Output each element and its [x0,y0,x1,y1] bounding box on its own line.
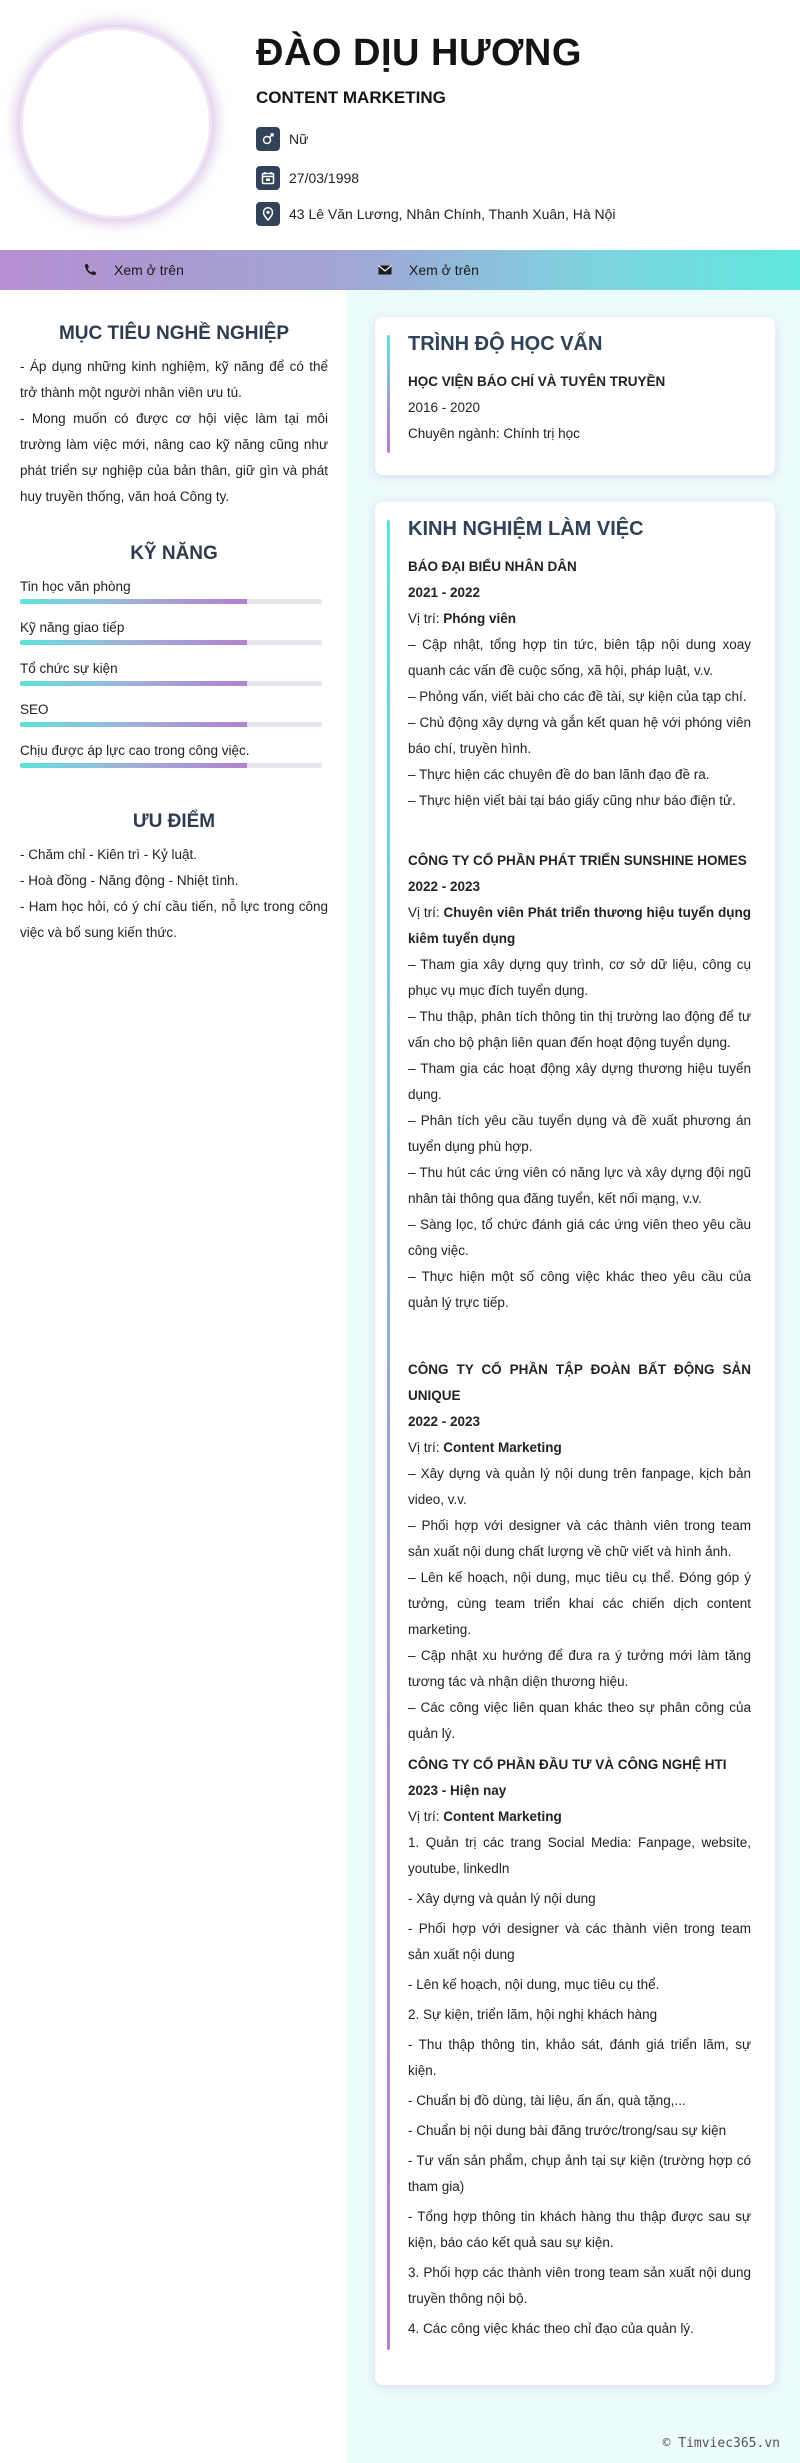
job-duty: – Tham gia xây dựng quy trình, cơ sở dữ liệu, công cụ phục vụ mục đích tuyển dụng. [408,957,751,998]
avatar-placeholder-icon [71,78,161,168]
skill-bar [20,722,322,727]
position-value: Phóng viên [443,611,517,626]
job-duty: – Thực hiện một số công việc khác theo yêu cầu của quản lý trực tiếp. [408,1269,751,1310]
address-row [256,202,616,226]
job-duty: 4. Các công việc khác theo chỉ đạo của quản lý. [408,2321,694,2336]
position-value: Content Marketing [443,1440,562,1455]
objective-line: - Áp dụng những kinh nghiệm, kỹ năng để có thể trở thành một người nhân viên ưu tú. [20,359,328,400]
job-duty: - Tư vấn sản phẩm, chụp ảnh tại sự kiện (trường hợp có tham gia) [408,2153,751,2194]
job-entry [408,848,751,1316]
company-name: BÁO ĐẠI BIỂU NHÂN DÂN [408,559,577,574]
skill-name: Tổ chức sự kiện [20,661,118,676]
skill-name: Kỹ năng giao tiếp [20,620,125,635]
job-entry [408,1752,751,2346]
job-duty: 1. Quản trị các trang Social Media: Fanpage, website, youtube, linkedln [408,1835,751,1876]
job-duty: - Thu thập thông tin, khảo sát, đánh giá triển lãm, sự kiện. [408,2037,751,2078]
position-value: Chuyên viên Phát triển thương hiệu tuyển dụng kiêm tuyển dụng [408,905,751,946]
experience-accent-line [387,520,390,2350]
address-value: 43 Lê Văn Lương, Nhân Chính, Thanh Xuân, Hà Nội [289,206,616,222]
job-duty: - Chuẩn bị nội dung bài đăng trước/trong/sau sự kiện [408,2123,727,2138]
job-duty: - Phối hợp với designer và các thành viên trong team sản xuất nội dung [408,1921,751,1962]
job-duty: 3. Phối hợp các thành viên trong team sản xuất nội dung truyền thông nội bộ. [408,2265,751,2306]
job-duty: – Phỏng vấn, viết bài cho các đề tài, sự kiện của tạp chí. [408,689,747,704]
skills-title: KỸ NĂNG [130,543,218,564]
position-prefix: Vị trí: [408,1440,444,1455]
mail-icon [377,262,393,278]
skill-bar [20,763,322,768]
job-duty: – Các công việc liên quan khác theo sự phân công của quản lý. [408,1700,751,1741]
skill-bar-fill [20,640,247,645]
calendar-icon [256,166,280,190]
skill-name: Tin học văn phòng [20,579,131,594]
job-duty: 2. Sự kiện, triển lãm, hội nghị khách hàng [408,2007,658,2022]
education-title: TRÌNH ĐỘ HỌC VẤN [408,333,603,355]
gender-icon [256,127,280,151]
company-name: CÔNG TY CỔ PHẦN TẬP ĐOÀN BẤT ĐỘNG SẢN UNIQUE [408,1362,751,1403]
birthday-value: 27/03/1998 [289,170,360,186]
job-duty: – Phân tích yêu cầu tuyển dụng và đề xuất phương án tuyển dụng phù hợp. [408,1113,751,1154]
phone-icon [82,262,98,278]
skill-item [20,743,322,768]
job-duty: – Cập nhật, tổng hợp tin tức, biên tập nội dung xoay quanh các vấn đề cuộc sống, xã hội, pháp luật, v.v. [408,637,751,678]
strengths-section [20,842,328,946]
location-icon [256,202,280,226]
job-duty: – Thu hút các ứng viên có năng lực và xây dựng đội ngũ nhân tài thông qua đăng tuyển, kết nối mạng, v.v. [408,1165,751,1206]
education-card [375,317,775,475]
job-duty: – Chủ động xây dựng và gắn kết quan hệ với phóng viên báo chí, truyền hình. [408,715,751,756]
gender-row [256,127,308,151]
position-prefix: Vị trí: [408,1809,444,1824]
strength-line: - Chăm chỉ - Kiên trì - Kỷ luật. [20,847,198,862]
email-contact [377,250,479,290]
skill-bar-fill [20,763,247,768]
skill-bar [20,599,322,604]
skill-item [20,620,322,645]
job-period: 2023 - Hiện nay [408,1783,507,1798]
objective-section [20,354,328,510]
position-prefix: Vị trí: [408,905,444,920]
job-duty: - Lên kế hoạch, nội dung, mục tiêu cụ thể. [408,1977,660,1992]
experience-title: KINH NGHIỆM LÀM VIỆC [408,518,644,540]
skill-name: Chịu được áp lực cao trong công việc. [20,743,250,758]
skill-item [20,579,322,604]
job-entry [408,1357,751,1747]
job-duty: – Sàng lọc, tổ chức đánh giá các ứng viên theo yêu cầu công việc. [408,1217,751,1258]
position-prefix: Vị trí: [408,611,444,626]
job-duty: – Thực hiện các chuyên đề do ban lãnh đạo đề ra. [408,767,710,782]
job-duty: – Cập nhật xu hướng để đưa ra ý tưởng mới làm tăng tương tác và nhận diện thương hiệu. [408,1648,751,1689]
job-duty: – Xây dựng và quản lý nội dung trên fanpage, kịch bản video, v.v. [408,1466,751,1507]
objective-title: MỤC TIÊU NGHỀ NGHIỆP [58,323,290,344]
skill-bar-fill [20,599,247,604]
cv-header [0,0,800,250]
job-duty: – Thu thập, phân tích thông tin thị trường lao động để tư vấn cho bộ phận liên quan đến hoạt động tuyển dụng. [408,1009,751,1050]
skill-bar-fill [20,722,247,727]
job-period: 2022 - 2023 [408,879,481,894]
education-accent-line [387,335,390,453]
company-name: CÔNG TY CỔ PHẦN ĐẦU TƯ VÀ CÔNG NGHỆ HTI [408,1757,727,1772]
education-body [408,369,751,447]
job-position [408,606,751,632]
strengths-title: ƯU ĐIỂM [132,811,216,832]
skill-bar-fill [20,681,247,686]
job-position [408,1804,751,1830]
candidate-name: ĐÀO DỊU HƯƠNG [256,32,582,74]
job-entry [408,554,751,814]
phone-contact [82,250,184,290]
phone-value: Xem ở trên [114,262,184,278]
education-major: Chuyên ngành: Chính trị học [408,426,580,441]
job-duty: – Phối hợp với designer và các thành viên trong team sản xuất nội dung chất lượng về chữ viết và hình ảnh. [408,1518,751,1559]
job-duty: – Lên kế hoạch, nội dung, mục tiêu cụ thể. Đóng góp ý tưởng, cùng team triển khai các chiến dịch content marketing. [408,1570,751,1637]
objective-line: - Mong muốn có được cơ hội việc làm tại môi trường làm việc mới, nâng cao kỹ năng cũng như phát triển sự nghiệp của bản thân, giữ gìn và phát huy truyền thống, văn hoá Công ty. [20,411,328,504]
strength-line: - Hoà đồng - Năng động - Nhiệt tình. [20,873,239,888]
job-period: 2022 - 2023 [408,1414,481,1429]
job-position [408,900,751,952]
job-duty: – Thực hiện viết bài tại báo giấy cũng như báo điện tử. [408,793,736,808]
skill-name: SEO [20,702,49,717]
job-duty: - Tổng hợp thông tin khách hàng thu thập được sau sự kiện, báo cáo kết quả sau sự kiện. [408,2209,751,2250]
job-position [408,1435,751,1461]
watermark: © Timviec365.vn [662,2436,780,2451]
strength-line: - Ham học hỏi, có ý chí cầu tiến, nỗ lực trong công việc và bổ sung kiến thức. [20,899,328,940]
job-duty: – Tham gia các hoạt động xây dựng thương hiệu tuyển dụng. [408,1061,751,1102]
skill-bar [20,640,322,645]
experience-card [375,502,775,2385]
email-value: Xem ở trên [409,262,479,278]
skill-item [20,661,322,686]
company-name: CÔNG TY CỔ PHẦN PHÁT TRIỂN SUNSHINE HOMES [408,853,747,868]
school-name: HỌC VIỆN BÁO CHÍ VÀ TUYÊN TRUYỀN [408,374,666,389]
gender-value: Nữ [289,131,309,147]
birthday-row [256,166,359,190]
position-value: Content Marketing [443,1809,562,1824]
job-duty: - Xây dựng và quản lý nội dung [408,1891,596,1906]
skill-bar [20,681,322,686]
job-title: CONTENT MARKETING [256,88,446,107]
skill-item [20,702,322,727]
education-period: 2016 - 2020 [408,400,481,415]
job-duty: - Chuẩn bị đồ dùng, tài liệu, ấn ấn, quà tặng,... [408,2093,686,2108]
job-period: 2021 - 2022 [408,585,481,600]
avatar [20,27,212,219]
contact-band [0,250,800,290]
